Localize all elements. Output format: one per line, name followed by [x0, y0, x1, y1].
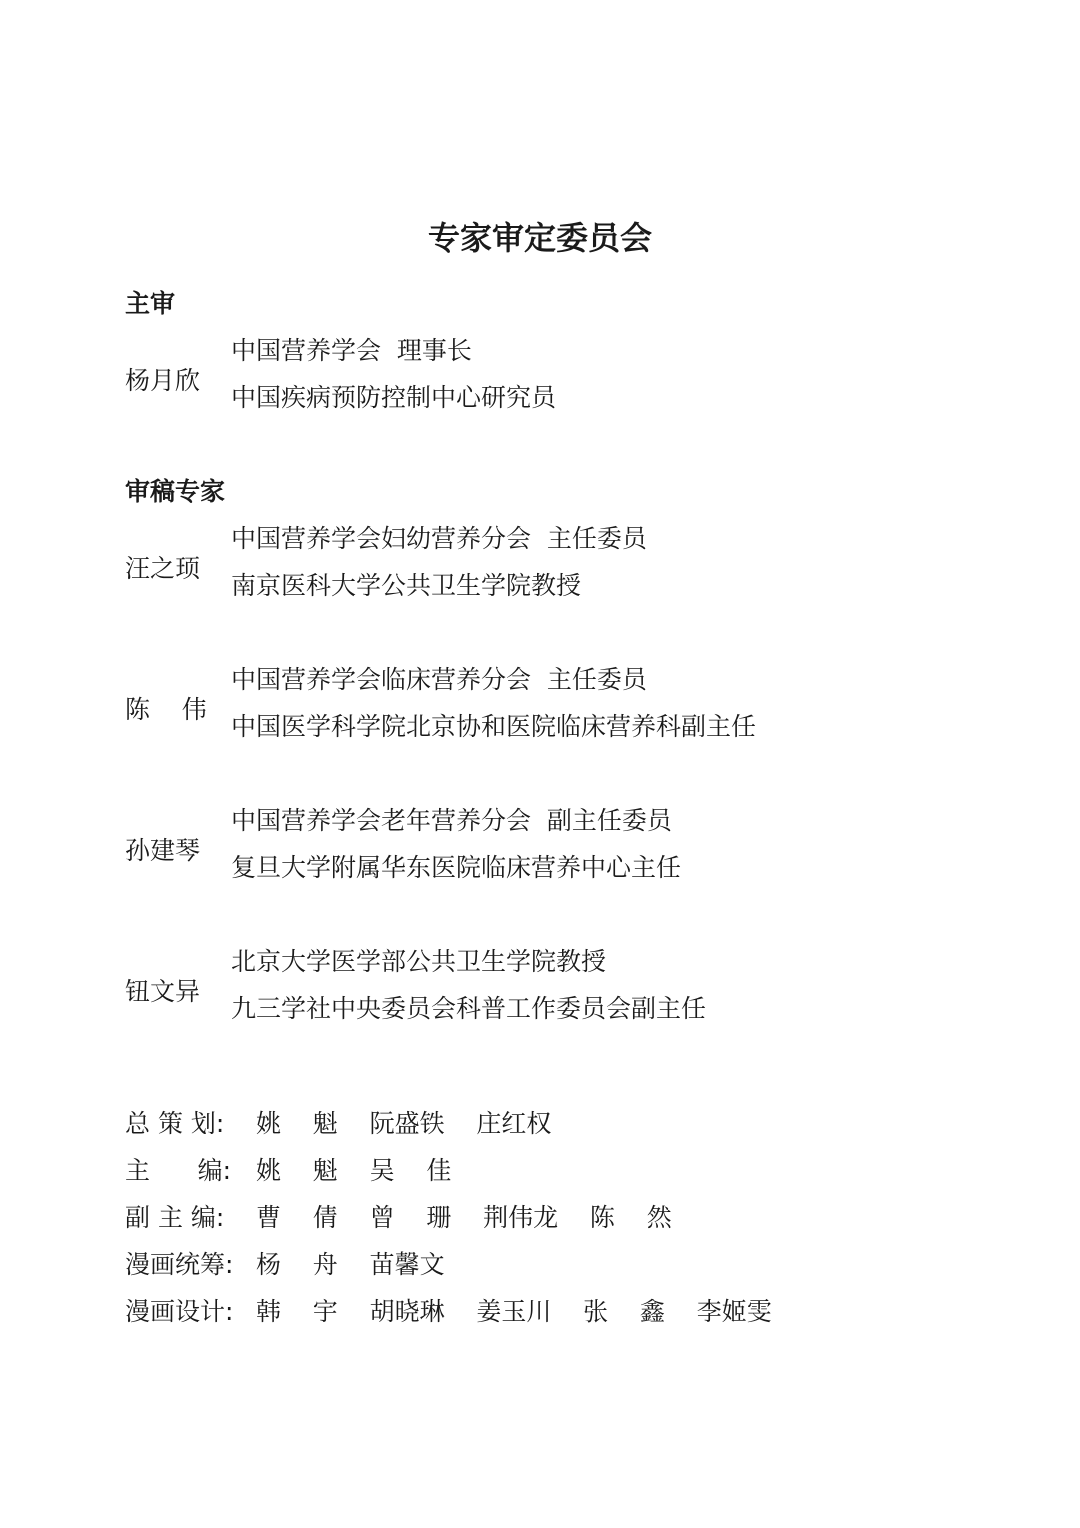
expert-entry-sun-jianqin	[125, 803, 925, 899]
credit-row-deputy-editor	[125, 1198, 1005, 1245]
credit-role: 主 编:	[125, 1156, 232, 1185]
credit-role: 总 策 划:	[125, 1109, 225, 1138]
credit-people: 韩 宇 胡晓琳 姜玉川 张 鑫 李姬雯	[256, 1297, 772, 1326]
expert-entry-niu-wenyi	[125, 944, 925, 1040]
section-heading-reviewers: 审稿专家	[125, 477, 226, 506]
expert-affiliation-line: 南京医科大学公共卫生学院教授	[231, 571, 582, 600]
expert-affiliation-line: 中国营养学会老年营养分会 副主任委员	[231, 806, 672, 835]
credit-row-comic-coordination	[125, 1245, 1005, 1292]
expert-affiliation-line: 中国营养学会临床营养分会 主任委员	[231, 665, 647, 694]
expert-name: 杨月欣	[125, 366, 201, 395]
expert-name: 钮文异	[125, 977, 201, 1006]
expert-affiliation-line: 北京大学医学部公共卫生学院教授	[231, 947, 607, 976]
credit-row-comic-design	[125, 1292, 1005, 1339]
page-title: 专家审定委员会	[427, 219, 652, 257]
expert-entry-wang-zhixu	[125, 521, 925, 617]
section-heading-chief-review: 主审	[125, 289, 176, 318]
credit-role: 漫画统筹:	[125, 1250, 234, 1279]
credit-role: 副 主 编:	[125, 1203, 225, 1232]
expert-name: 陈 伟	[125, 695, 207, 724]
expert-entry-chen-wei	[125, 662, 925, 758]
credit-role: 漫画设计:	[125, 1297, 234, 1326]
expert-name: 孙建琴	[125, 836, 201, 865]
credits-list	[125, 1104, 1005, 1339]
credit-people: 姚 魁 阮盛铁 庄红权	[256, 1109, 552, 1138]
expert-affiliation-line: 九三学社中央委员会科普工作委员会副主任	[231, 994, 707, 1023]
expert-affiliation-line: 中国医学科学院北京协和医院临床营养科副主任	[231, 712, 757, 741]
expert-affiliation-line: 中国营养学会 理事长	[231, 336, 472, 365]
expert-name: 汪之顼	[125, 554, 201, 583]
credit-people: 曹 倩 曾 珊 荆伟龙 陈 然	[256, 1203, 672, 1232]
credit-row-chief-planner	[125, 1104, 1005, 1151]
credit-people: 姚 魁 吴 佳	[256, 1156, 452, 1185]
expert-affiliation-line: 复旦大学附属华东医院临床营养中心主任	[231, 853, 682, 882]
expert-entry-yang-yuexin	[125, 333, 925, 429]
expert-affiliation-line: 中国疾病预防控制中心研究员	[231, 383, 557, 412]
credit-row-editor-in-chief	[125, 1151, 1005, 1198]
credit-people: 杨 舟 苗馨文	[256, 1250, 445, 1279]
expert-affiliation-line: 中国营养学会妇幼营养分会 主任委员	[231, 524, 647, 553]
